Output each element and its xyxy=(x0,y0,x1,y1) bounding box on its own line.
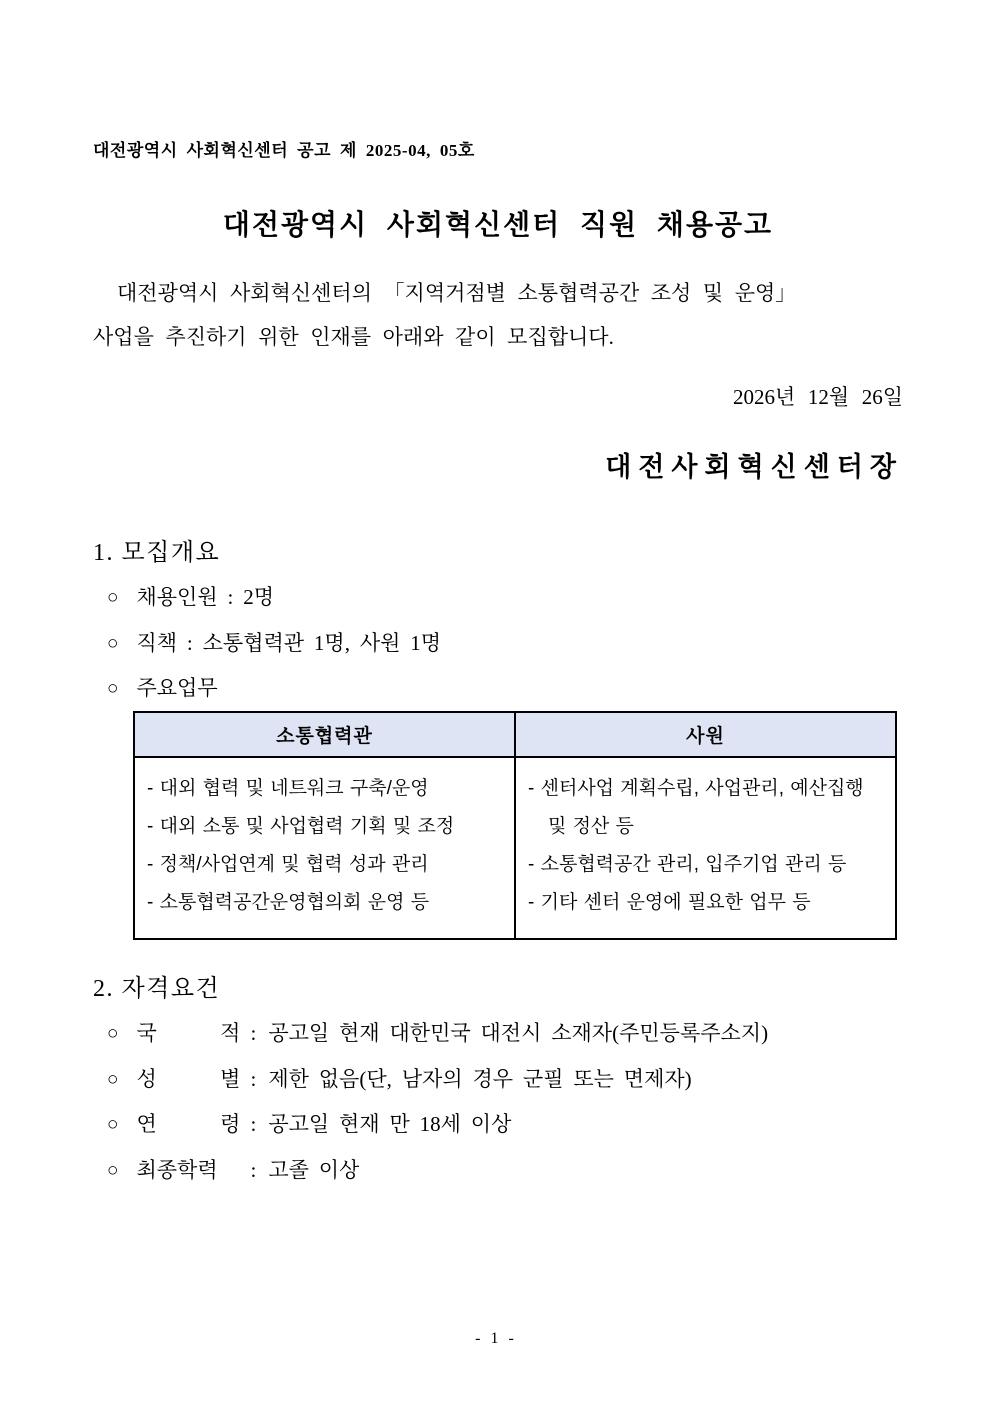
overview-item-headcount xyxy=(107,583,903,612)
qualification-item-gender xyxy=(107,1065,903,1094)
section-overview-heading: 1. 모집개요 xyxy=(93,540,221,567)
overview-item-main-duties xyxy=(107,674,903,703)
qualification-item-nationality xyxy=(107,1019,903,1048)
duty-item: - 대외 협력 및 네트워크 구축/운영 xyxy=(147,778,429,800)
circle-bullet-icon: ○ xyxy=(107,677,119,699)
duties-cell-communication-officer xyxy=(134,757,515,939)
duties-table-body-row xyxy=(134,757,896,939)
duty-item: - 정책/사업연계 및 협력 성과 관리 xyxy=(147,854,429,876)
duties-table xyxy=(133,711,897,940)
qualification-label: 국 적 xyxy=(136,1021,241,1046)
overview-item-label: 채용인원 : 2명 xyxy=(136,585,274,610)
duty-item: - 센터사업 계획수립, 사업관리, 예산집행 및 정산 등 xyxy=(528,778,864,838)
qualification-item-age xyxy=(107,1110,903,1139)
qualification-value: 공고일 현재 만 18세 이상 xyxy=(268,1112,512,1137)
intro-paragraph xyxy=(93,271,903,359)
signer-title: 대전사회혁신센터장 xyxy=(605,452,903,483)
page-number: - 1 - xyxy=(475,1330,517,1347)
duty-item: - 대외 소통 및 사업협력 기획 및 조정 xyxy=(147,816,455,838)
duties-table-header-staff: 사원 xyxy=(515,712,896,757)
duty-item: - 기타 센터 운영에 필요한 업무 등 xyxy=(528,892,811,914)
duties-table-header-communication-officer: 소통협력관 xyxy=(134,712,515,757)
qualification-value: 공고일 현재 대한민국 대전시 소재자(주민등록주소지) xyxy=(268,1021,769,1046)
qualification-item-education xyxy=(107,1156,903,1185)
circle-bullet-icon: ○ xyxy=(107,1023,119,1045)
qualification-value: 고졸 이상 xyxy=(268,1157,360,1182)
qualification-label: 연 령 xyxy=(136,1112,241,1137)
announcement-date: 2026년 12월 26일 xyxy=(732,385,903,410)
section-qualifications-heading: 2. 자격요건 xyxy=(93,976,221,1003)
qualification-separator: : xyxy=(250,1112,257,1137)
qualification-separator: : xyxy=(250,1066,257,1091)
overview-item-positions xyxy=(107,629,903,658)
overview-item-label: 직책 : 소통협력관 1명, 사원 1명 xyxy=(136,630,442,655)
duties-table-header-row xyxy=(134,712,896,757)
qualification-separator: : xyxy=(250,1157,257,1182)
qualification-separator: : xyxy=(250,1021,257,1046)
circle-bullet-icon: ○ xyxy=(107,1114,119,1136)
duty-item: - 소통협력공간 관리, 입주기업 관리 등 xyxy=(528,854,847,876)
circle-bullet-icon: ○ xyxy=(107,632,119,654)
circle-bullet-icon: ○ xyxy=(107,1159,119,1181)
overview-item-label: 주요업무 xyxy=(136,675,218,700)
notice-number: 대전광역시 사회혁신센터 공고 제 2025-04, 05호 xyxy=(93,141,475,160)
intro-line: 대전광역시 사회혁신센터의 「지역거점별 소통협력공간 조성 및 운영」 xyxy=(117,281,797,305)
circle-bullet-icon: ○ xyxy=(107,1068,119,1090)
duty-item: - 소통협력공간운영협의회 운영 등 xyxy=(147,892,430,914)
qualification-label: 최종학력 xyxy=(136,1157,218,1182)
qualification-value: 제한 없음(단, 남자의 경우 군필 또는 면제자) xyxy=(268,1066,692,1091)
qualification-label: 성 별 xyxy=(136,1066,241,1091)
duties-cell-staff xyxy=(515,757,896,939)
intro-line: 사업을 추진하기 위한 인재를 아래와 같이 모집합니다. xyxy=(93,325,614,350)
circle-bullet-icon: ○ xyxy=(107,587,119,609)
document-title: 대전광역시 사회혁신센터 직원 채용공고 xyxy=(222,210,774,241)
